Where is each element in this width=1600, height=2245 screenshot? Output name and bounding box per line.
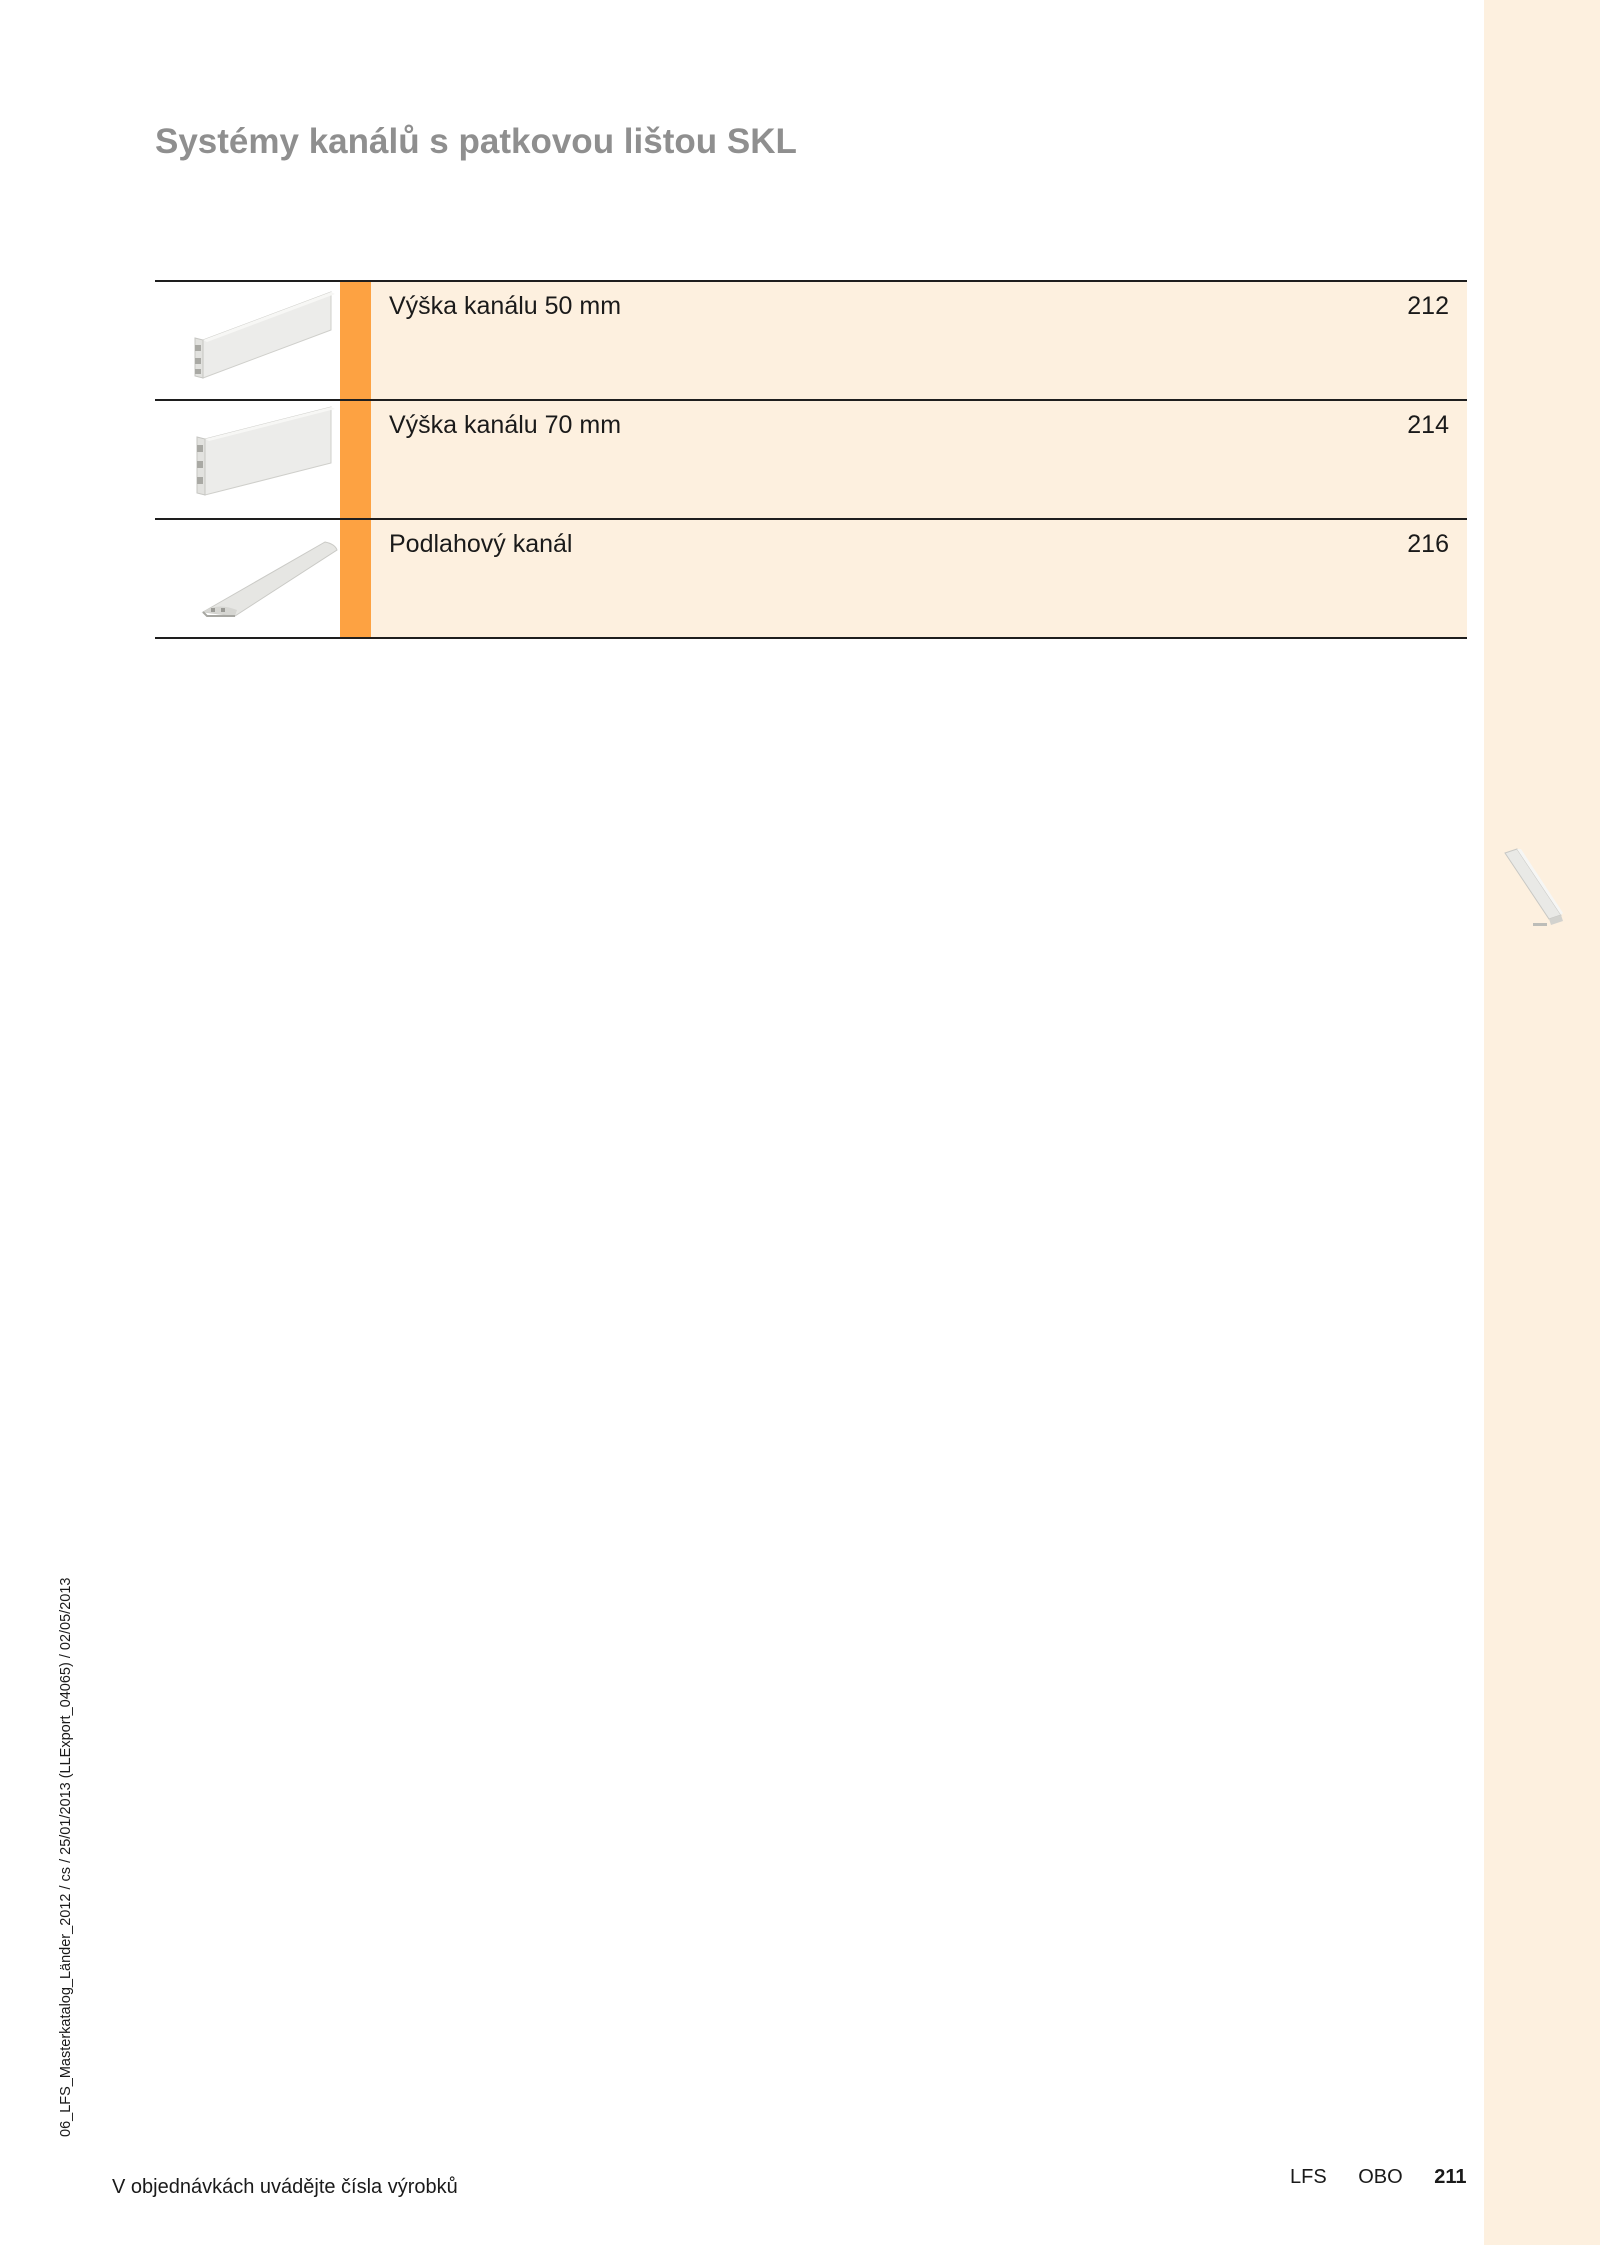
cable-duct-thumbnail-icon: [1503, 845, 1573, 930]
toc-accent-bar: [340, 520, 371, 637]
toc-list: [155, 280, 1467, 639]
side-band: [1484, 0, 1600, 2245]
toc-entry: [371, 282, 1467, 399]
toc-page-number: 212: [1407, 292, 1449, 320]
print-metadata: 06_LFS_Masterkatalog_Länder_2012 / cs / 25/01/2013 (LLExport_04065) / 02/05/2013: [58, 1577, 74, 2137]
toc-accent-bar: [340, 401, 371, 518]
cable-duct-50-image: [155, 282, 340, 399]
toc-label: Výška kanálu 50 mm: [389, 292, 622, 320]
toc-label: Výška kanálu 70 mm: [389, 411, 622, 439]
page-title: Systémy kanálů s patkovou lištou SKL: [155, 122, 797, 161]
toc-entry: [371, 401, 1467, 518]
toc-label: Podlahový kanál: [389, 530, 573, 558]
toc-page-number: 214: [1407, 411, 1449, 439]
toc-entry: [371, 520, 1467, 637]
toc-accent-bar: [340, 282, 371, 399]
footer-brand: OBO: [1358, 2166, 1403, 2188]
footer-pagination: [1290, 2166, 1467, 2189]
toc-row[interactable]: [155, 282, 1467, 401]
toc-page-number: 216: [1407, 530, 1449, 558]
footer-section: LFS: [1290, 2166, 1327, 2188]
footer-note: V objednávkách uvádějte čísla výrobků: [112, 2176, 458, 2198]
toc-row[interactable]: [155, 520, 1467, 639]
cable-duct-70-image: [155, 401, 340, 518]
floor-duct-image: [155, 520, 340, 637]
toc-row[interactable]: [155, 401, 1467, 520]
page-number: 211: [1434, 2166, 1467, 2188]
